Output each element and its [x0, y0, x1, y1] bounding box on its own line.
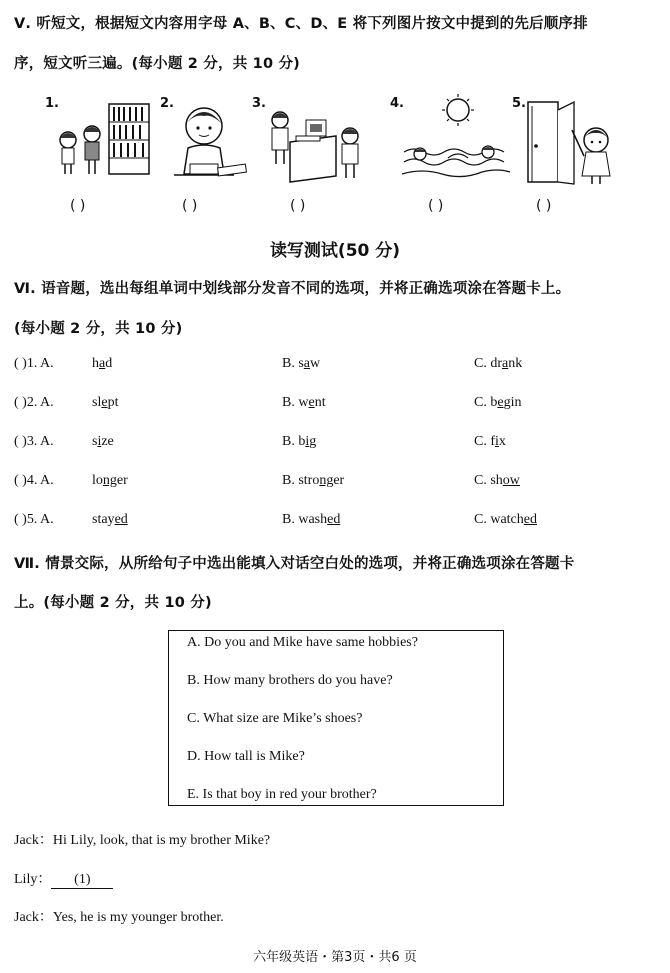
question-number[interactable]: ( )2. A.: [14, 395, 54, 410]
option-a-word: had: [92, 356, 113, 371]
answer-paren-2[interactable]: ( ): [182, 198, 198, 214]
question-number[interactable]: ( )3. A.: [14, 434, 54, 449]
door-icon: [526, 100, 626, 190]
question-row: [14, 395, 654, 417]
answer-paren-3[interactable]: ( ): [290, 198, 306, 214]
question-row: [14, 434, 654, 456]
dialogue-line: [14, 829, 270, 849]
section5-instruction-line2: 序，短文听三遍。(每小题 2 分，共 10 分): [14, 56, 301, 72]
picture-number-5: 5.: [512, 96, 526, 111]
speaker-label: Jack：: [14, 910, 53, 925]
dialogue-text: Hi Lily, look, that is my brother Mike?: [52, 833, 271, 848]
picture-number-1: 1.: [45, 96, 59, 111]
page-footer: 六年级英语・第3页・共6 页: [253, 950, 417, 965]
question-row: [14, 356, 654, 378]
option-c-word: C. watched: [474, 512, 537, 527]
options-box: [168, 630, 504, 806]
library-icon: [54, 102, 154, 184]
dialogue-line: [14, 906, 224, 926]
computer-shop-icon: [266, 100, 366, 188]
question-number[interactable]: ( )4. A.: [14, 473, 54, 488]
option-c-word: C. drank: [474, 356, 523, 371]
speaker-label: Lily：: [14, 872, 52, 887]
dialogue-text: Yes, he is my younger brother.: [52, 910, 224, 925]
option-e: E. Is that boy in red your brother?: [187, 787, 377, 802]
option-a-word: slept: [92, 395, 119, 410]
option-a-word: longer: [92, 473, 128, 488]
question-number[interactable]: ( )1. A.: [14, 356, 54, 371]
option-c: C. What size are Mike’s shoes?: [187, 711, 363, 726]
question-row: [14, 512, 654, 534]
section5-instruction-line1: Ⅴ. 听短文，根据短文内容用字母 A、B、C、D、E 将下列图片按文中提到的先后顺序排: [14, 16, 588, 32]
speaker-label: Jack：: [14, 833, 53, 848]
option-b-word: B. stronger: [282, 473, 345, 488]
swimming-icon: [402, 92, 512, 186]
answer-paren-5[interactable]: ( ): [536, 198, 552, 214]
question-number[interactable]: ( )5. A.: [14, 512, 54, 527]
option-b-word: B. went: [282, 395, 326, 410]
option-c-word: C. begin: [474, 395, 522, 410]
picture-number-2: 2.: [160, 96, 174, 111]
question-row: [14, 473, 654, 495]
section7-instruction-line1: Ⅶ. 情景交际，从所给句子中选出能填入对话空白处的选项，并将正确选项涂在答题卡: [14, 556, 575, 572]
picture-row: [40, 92, 640, 222]
option-a: A. Do you and Mike have same hobbies?: [187, 635, 418, 650]
option-c-word: C. fix: [474, 434, 506, 449]
option-d: D. How tall is Mike?: [187, 749, 305, 764]
section6-instruction-line1: Ⅵ. 语音题，选出每组单词中划线部分发音不同的选项，并将正确选项涂在答题卡上。: [14, 281, 571, 297]
dialogue-line: [14, 868, 113, 889]
option-a-word: stayed: [92, 512, 128, 527]
option-a-word: size: [92, 434, 114, 449]
option-b: B. How many brothers do you have?: [187, 673, 393, 688]
option-b-word: B. washed: [282, 512, 341, 527]
reading-writing-title: 读写测试(50 分): [269, 241, 401, 261]
picture-number-4: 4.: [390, 96, 404, 111]
answer-blank-1[interactable]: (1): [51, 872, 113, 889]
answer-paren-1[interactable]: ( ): [70, 198, 86, 214]
section7-instruction-line2: 上。(每小题 2 分，共 10 分): [14, 595, 212, 611]
answer-paren-4[interactable]: ( ): [428, 198, 444, 214]
option-b-word: B. saw: [282, 356, 321, 371]
option-c-word: C. show: [474, 473, 520, 488]
option-b-word: B. big: [282, 434, 317, 449]
picture-number-3: 3.: [252, 96, 266, 111]
student-reading-icon: [172, 102, 252, 188]
section6-instruction-line2: (每小题 2 分，共 10 分): [14, 321, 183, 337]
